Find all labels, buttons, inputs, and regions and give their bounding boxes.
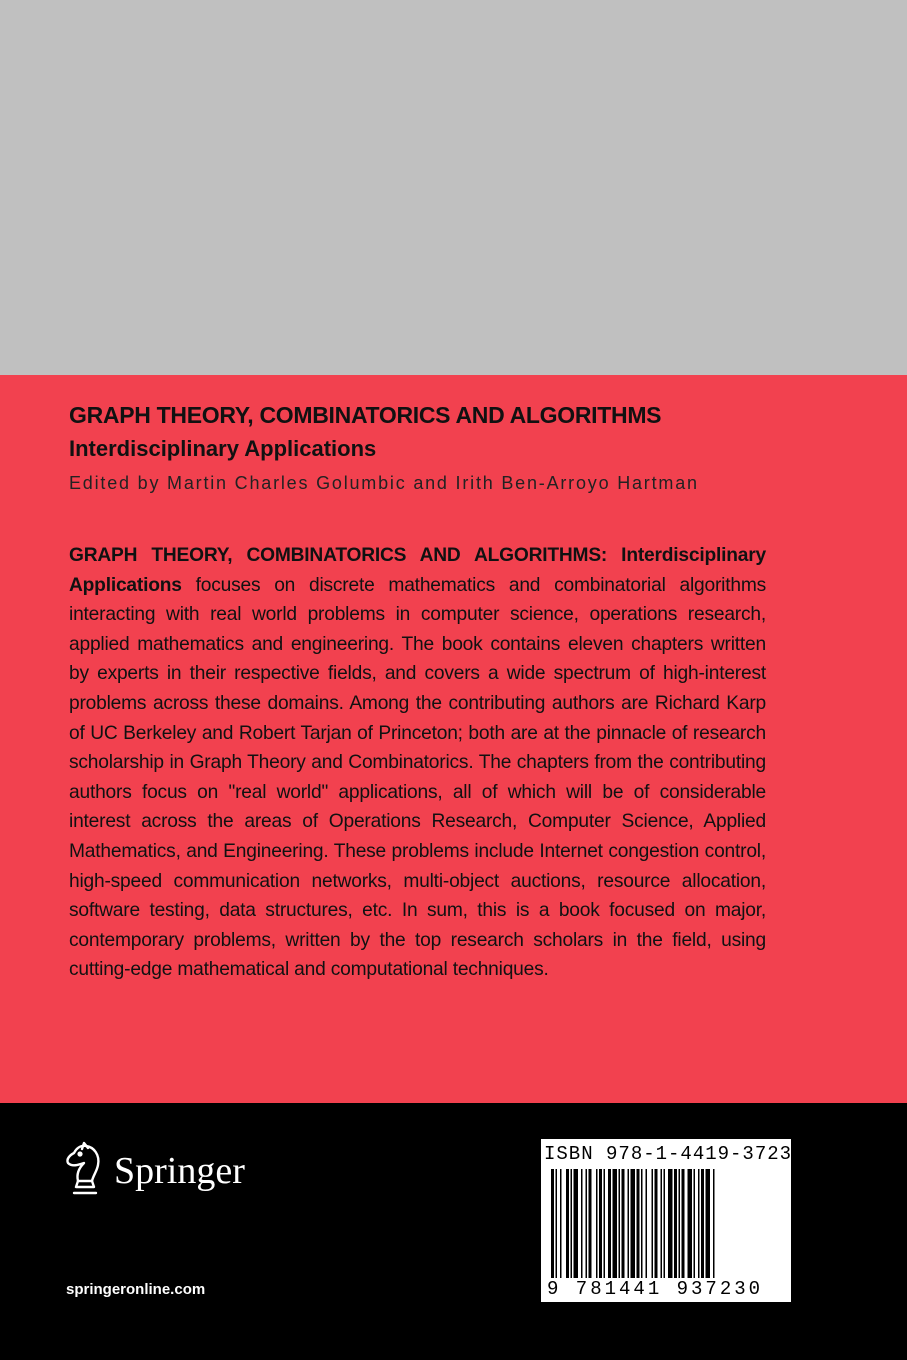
barcode-bar xyxy=(589,1169,592,1289)
barcode-bar xyxy=(646,1169,648,1289)
barcode-bar xyxy=(641,1169,643,1289)
barcode-bar xyxy=(608,1169,611,1289)
barcode-bar xyxy=(694,1169,696,1289)
barcode-bar xyxy=(628,1169,630,1289)
barcode-bar xyxy=(698,1169,700,1289)
barcode-bars xyxy=(551,1169,781,1289)
barcode-bar xyxy=(701,1169,704,1289)
barcode-bar xyxy=(599,1169,602,1289)
barcode-bar xyxy=(655,1169,658,1289)
barcode-bar xyxy=(556,1169,558,1289)
barcode-bar xyxy=(674,1169,677,1289)
book-blurb xyxy=(69,541,766,985)
barcode-bar xyxy=(586,1169,588,1289)
publisher-website[interactable]: springeronline.com xyxy=(66,1281,206,1298)
publisher-name: Springer xyxy=(114,1150,245,1192)
book-title: GRAPH THEORY, COMBINATORICS AND ALGORITHMS xyxy=(69,402,662,428)
barcode-bar xyxy=(637,1169,640,1289)
barcode-bar xyxy=(551,1169,554,1289)
blurb-body: focuses on discrete mathematics and combinatorial algorithms interacting with real world problems in computer science, operations research, applied mathematics and engineering. The book contains eleven chapters written by experts in their respective fields, and covers a wide spectrum of high-interest problems across these domains. Among the contributing authors are Richard Karp of UC Berkeley and Robert Tarjan of Princeton; both are at the pinnacle of research scholarship in Graph Theory and Combinatorics. The chapters from the contributing authors focus on "real world" applications, all of which will be of considerable interest across the areas of Operations Research, Computer Science, Applied Mathematics, and Engineering. These problems include Internet congestion control, high-speed communication networks, multi-object auctions, resource allocation, software testing, data structures, etc. In sum, this is a book focused on major, contemporary problems, written by the top research scholars in the field, using cutting-edge mathematical and computational techniques. xyxy=(69,574,766,981)
isbn-barcode xyxy=(541,1139,817,1302)
isbn-number: ISBN 978-1-4419-3723-0 xyxy=(544,1143,817,1165)
barcode-bar xyxy=(560,1169,562,1289)
barcode-bar xyxy=(571,1169,573,1289)
cover-red-band xyxy=(0,375,907,1103)
cover-bottom-black-band xyxy=(0,1103,907,1360)
barcode-bar xyxy=(574,1169,579,1289)
barcode-bar xyxy=(668,1169,673,1289)
barcode-bar xyxy=(613,1169,618,1289)
book-editors: Edited by Martin Charles Golumbic and Irith Ben-Arroyo Hartman xyxy=(69,473,699,493)
barcode-digits: 9 781441 937230 xyxy=(547,1278,764,1300)
blurb-bold-lead: GRAPH THEORY, COMBINATORICS AND ALGORITHMS: Interdisciplinary Applications xyxy=(69,545,766,596)
barcode-bar xyxy=(664,1169,666,1289)
barcode-bar xyxy=(581,1169,583,1289)
barcode-bar xyxy=(682,1169,685,1289)
barcode-bar xyxy=(652,1169,654,1289)
book-subtitle: Interdisciplinary Applications xyxy=(69,436,377,461)
barcode-bar xyxy=(661,1169,663,1289)
knight-chess-piece-icon xyxy=(62,1141,106,1202)
barcode-bar xyxy=(622,1169,625,1289)
cover-top-gray-band xyxy=(0,0,907,375)
barcode-bar xyxy=(679,1169,681,1289)
barcode-bar xyxy=(604,1169,606,1289)
barcode-bar xyxy=(596,1169,598,1289)
barcode-bar xyxy=(688,1169,693,1289)
barcode-bar xyxy=(619,1169,621,1289)
barcode-bar xyxy=(713,1169,715,1289)
publisher-logo xyxy=(62,1141,245,1201)
barcode-bar xyxy=(706,1169,711,1289)
barcode-bar xyxy=(631,1169,636,1289)
barcode-bar xyxy=(566,1169,569,1289)
